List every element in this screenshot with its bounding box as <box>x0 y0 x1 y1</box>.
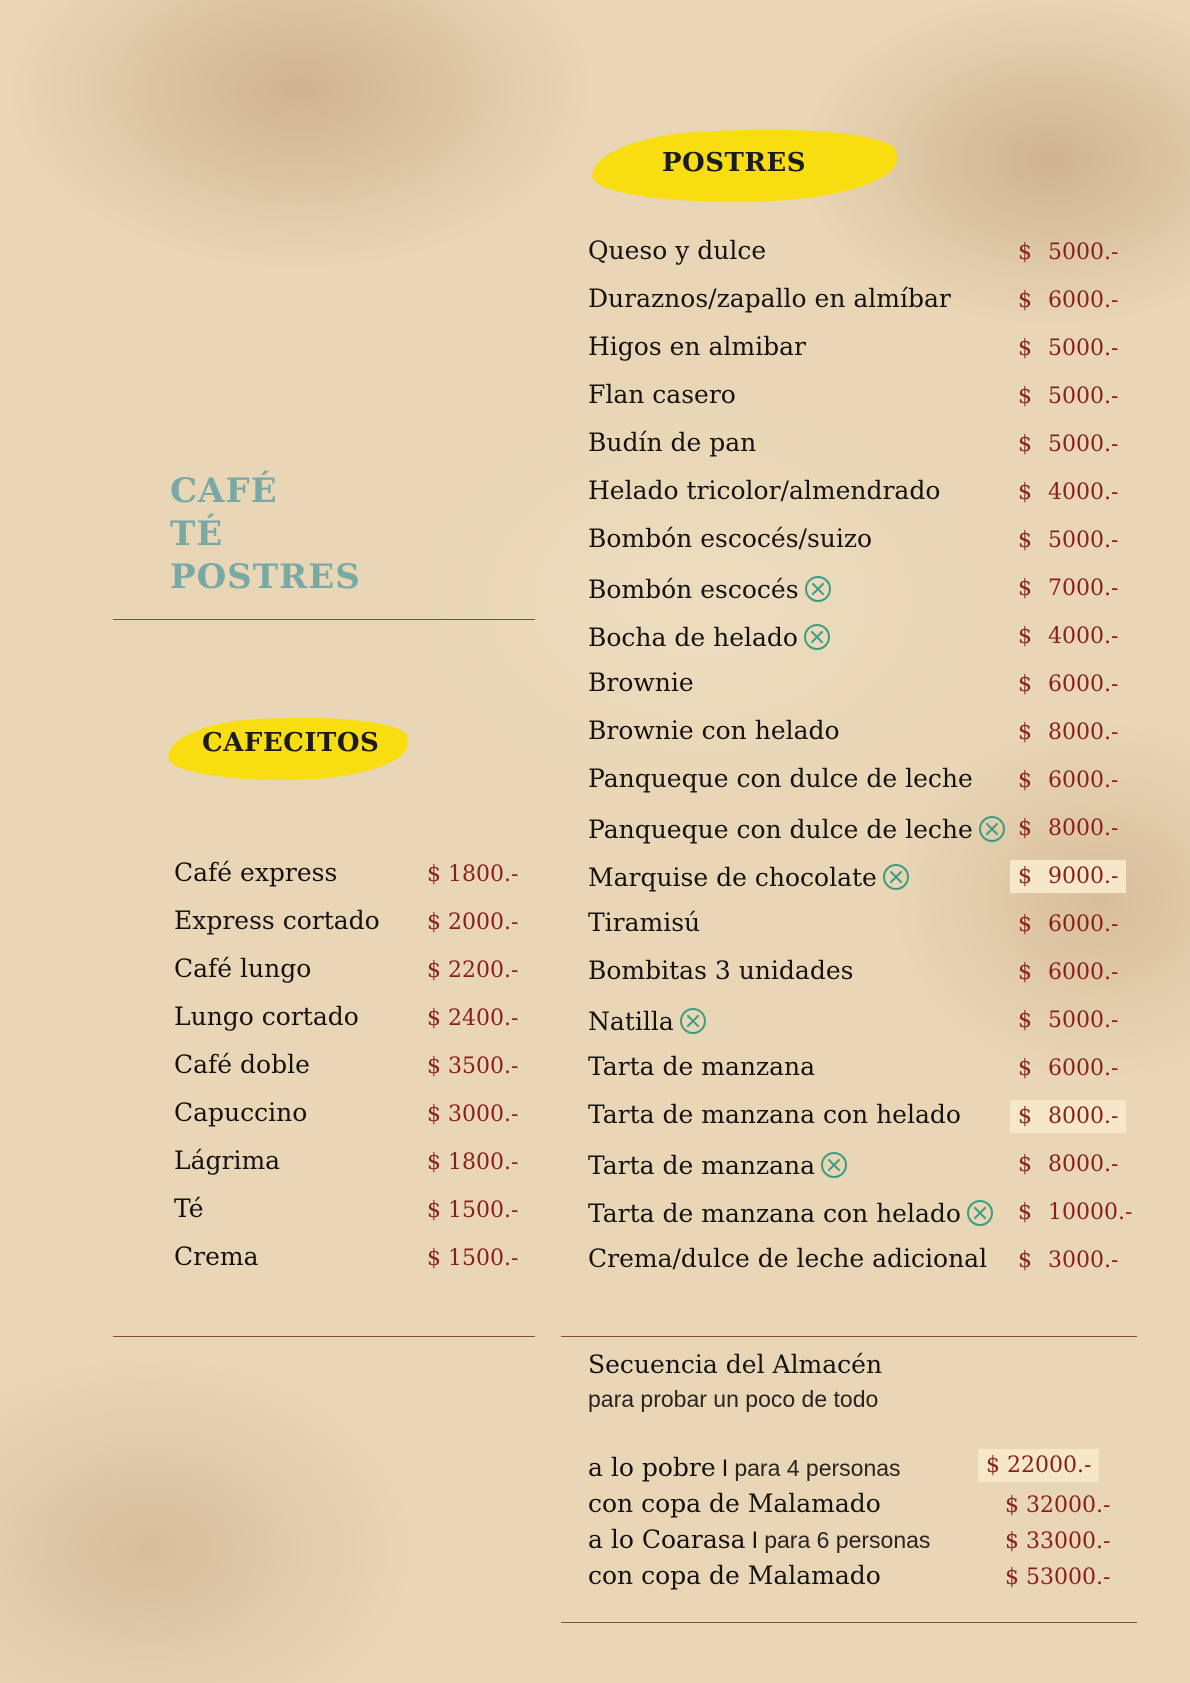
secuencia-title: Secuencia del Almacén <box>588 1350 883 1379</box>
menu-item-price <box>1018 960 1118 985</box>
menu-item <box>588 428 756 457</box>
currency-symbol: $ <box>1018 864 1032 889</box>
separator: I <box>751 1527 759 1554</box>
secuencia-line-price: $ 53000.- <box>1005 1565 1111 1590</box>
menu-item-price <box>1018 1056 1118 1081</box>
menu-item-name: Marquise de chocolate <box>588 863 877 892</box>
gluten-free-icon <box>804 624 830 650</box>
secuencia-line-note: para 4 personas <box>734 1455 901 1481</box>
menu-item-price <box>1018 384 1118 409</box>
price-amount: 8000.- <box>1048 816 1119 841</box>
menu-item-name: Tarta de manzana <box>588 1052 816 1081</box>
menu-item-name: Panqueque con dulce de leche <box>588 815 973 844</box>
menu-item-name: Té <box>174 1194 204 1223</box>
price-amount: 6000.- <box>1048 912 1119 937</box>
menu-item-price <box>1018 1008 1118 1033</box>
menu-item-name: Natilla <box>588 1007 674 1036</box>
menu-item-name: Queso y dulce <box>588 236 767 265</box>
secuencia-line-text: a lo Coarasa <box>588 1525 746 1554</box>
menu-item-price: $ 1500.- <box>427 1198 519 1223</box>
menu-item-name: Crema/dulce de leche adicional <box>588 1244 988 1273</box>
menu-item-name: Brownie <box>588 668 694 697</box>
menu-item-name: Tarta de manzana con helado <box>588 1100 961 1129</box>
menu-item <box>588 1244 987 1273</box>
separator: I <box>721 1455 729 1482</box>
menu-item-name: Brownie con helado <box>588 716 840 745</box>
menu-item-name: Bombitas 3 unidades <box>588 956 854 985</box>
divider-right-bottom <box>561 1622 1137 1623</box>
currency-symbol: $ <box>1018 1056 1032 1081</box>
menu-item-price <box>1018 720 1118 745</box>
menu-item-price <box>1018 624 1118 649</box>
menu-item-name: Flan casero <box>588 380 736 409</box>
menu-item <box>588 236 766 265</box>
menu-item-price <box>1010 860 1126 893</box>
menu-item-name: Tarta de manzana con helado <box>588 1199 961 1228</box>
menu-item-name: Bombón escocés <box>588 575 799 604</box>
currency-symbol: $ <box>1018 336 1032 361</box>
menu-item-name: Lágrima <box>174 1146 281 1175</box>
currency-symbol: $ <box>1018 240 1032 265</box>
price-amount: 4000.- <box>1048 480 1119 505</box>
menu-item <box>588 908 700 937</box>
menu-item <box>588 284 951 313</box>
currency-symbol: $ <box>1018 1200 1032 1225</box>
menu-item-price <box>1018 480 1118 505</box>
currency-symbol: $ <box>1018 288 1032 313</box>
price-amount: 7000.- <box>1048 576 1119 601</box>
currency-symbol: $ <box>1018 1152 1032 1177</box>
menu-item-price <box>1018 1152 1118 1177</box>
currency-symbol: $ <box>1018 384 1032 409</box>
menu-item-name: Duraznos/zapallo en almíbar <box>588 284 951 313</box>
menu-item-price <box>1018 288 1118 313</box>
currency-symbol: $ <box>1018 960 1032 985</box>
price-amount: 8000.- <box>1048 1152 1119 1177</box>
title-line-cafe: CAFÉ <box>170 471 278 511</box>
currency-symbol: $ <box>1018 720 1032 745</box>
price-amount: 6000.- <box>1048 960 1119 985</box>
menu-item-price: $ 2000.- <box>427 910 519 935</box>
secuencia-line-price: $ 22000.- <box>978 1449 1099 1482</box>
currency-symbol: $ <box>1018 576 1032 601</box>
menu-item-name: Tarta de manzana <box>588 1151 816 1180</box>
gluten-free-icon <box>680 1008 706 1034</box>
price-amount: 5000.- <box>1048 240 1119 265</box>
currency-symbol: $ <box>1018 1248 1032 1273</box>
currency-symbol: $ <box>1018 768 1032 793</box>
menu-item-name: Budín de pan <box>588 428 757 457</box>
price-amount: 6000.- <box>1048 1056 1119 1081</box>
currency-symbol: $ <box>1018 816 1032 841</box>
gluten-free-icon <box>883 864 909 890</box>
menu-item <box>588 668 694 697</box>
menu-item-name: Capuccino <box>174 1098 308 1127</box>
gluten-free-icon <box>979 816 1005 842</box>
menu-item <box>588 476 940 505</box>
menu-item-price <box>1018 240 1118 265</box>
menu-item-name: Café lungo <box>174 954 312 983</box>
price-amount: 5000.- <box>1048 384 1119 409</box>
menu-item-name: Café express <box>174 858 338 887</box>
menu-item-name: Bombón escocés/suizo <box>588 524 873 553</box>
price-amount: 8000.- <box>1048 1104 1119 1129</box>
menu-item-price <box>1018 672 1118 697</box>
menu-item-price <box>1018 816 1118 841</box>
menu-item-price <box>1018 432 1118 457</box>
currency-symbol: $ <box>1018 480 1032 505</box>
menu-item-price: $ 1800.- <box>427 1150 519 1175</box>
secuencia-subtitle: para probar un poco de todo <box>588 1386 879 1412</box>
price-amount: 9000.- <box>1048 864 1119 889</box>
currency-symbol: $ <box>1018 624 1032 649</box>
secuencia-line <box>588 1489 881 1518</box>
menu-item-price: $ 1500.- <box>427 1246 519 1271</box>
menu-item-price <box>1018 1248 1118 1273</box>
secuencia-line-note: para 6 personas <box>764 1527 931 1553</box>
menu-item <box>588 764 973 793</box>
menu-item-name: Lungo cortado <box>174 1002 359 1031</box>
title-line-postres: POSTRES <box>170 557 361 597</box>
section-title <box>170 470 361 599</box>
secuencia-line-price: $ 33000.- <box>1005 1529 1111 1554</box>
currency-symbol: $ <box>1018 1104 1032 1129</box>
menu-item-price: $ 3000.- <box>427 1102 519 1127</box>
secuencia-line <box>588 1561 881 1590</box>
price-amount: 3000.- <box>1048 1248 1119 1273</box>
menu-item-price <box>1018 336 1118 361</box>
gluten-free-icon <box>821 1152 847 1178</box>
menu-item-price <box>1018 528 1118 553</box>
menu-item <box>588 956 853 985</box>
menu-item <box>588 524 872 553</box>
price-amount: 6000.- <box>1048 768 1119 793</box>
currency-symbol: $ <box>1018 1008 1032 1033</box>
gluten-free-icon <box>805 576 831 602</box>
menu-item-name: Helado tricolor/almendrado <box>588 476 941 505</box>
menu-item-name: Café doble <box>174 1050 310 1079</box>
secuencia-line-text: con copa de Malamado <box>588 1489 881 1518</box>
menu-item-name: Express cortado <box>174 906 380 935</box>
menu-item-price <box>1018 768 1118 793</box>
price-amount: 5000.- <box>1048 432 1119 457</box>
menu-item-price: $ 1800.- <box>427 862 519 887</box>
cafecitos-heading: CAFECITOS <box>202 728 380 758</box>
price-amount: 8000.- <box>1048 720 1119 745</box>
menu-item-price <box>1018 912 1118 937</box>
secuencia-line <box>588 1453 901 1483</box>
secuencia-line-text: con copa de Malamado <box>588 1561 881 1590</box>
divider-left-top <box>113 619 535 620</box>
menu-item <box>588 860 909 892</box>
menu-item <box>588 620 830 652</box>
menu-item-price <box>1018 576 1118 601</box>
menu-item-price: $ 2400.- <box>427 1006 519 1031</box>
divider-right-top <box>561 1336 1137 1337</box>
gluten-free-icon <box>967 1200 993 1226</box>
menu-item <box>588 332 806 361</box>
price-amount: 6000.- <box>1048 672 1119 697</box>
menu-item-name: Tiramisú <box>588 908 701 937</box>
menu-item <box>588 716 840 745</box>
secuencia-line-price: $ 32000.- <box>1005 1493 1111 1518</box>
menu-item <box>588 380 736 409</box>
title-line-te: TÉ <box>170 514 224 554</box>
currency-symbol: $ <box>1018 912 1032 937</box>
currency-symbol: $ <box>1018 528 1032 553</box>
menu-item <box>588 1100 961 1129</box>
divider-left-bottom <box>113 1336 535 1337</box>
menu-item <box>588 1004 706 1036</box>
price-amount: 6000.- <box>1048 288 1119 313</box>
secuencia-line-text: a lo pobre <box>588 1453 716 1482</box>
menu-item-name: Bocha de helado <box>588 623 798 652</box>
menu-item-name: Crema <box>174 1242 259 1271</box>
price-amount: 4000.- <box>1048 624 1119 649</box>
menu-item <box>588 1052 815 1081</box>
price-amount: 5000.- <box>1048 528 1119 553</box>
menu-item <box>588 1148 847 1180</box>
menu-item-name: Panqueque con dulce de leche <box>588 764 973 793</box>
menu-item-name: Higos en almibar <box>588 332 806 361</box>
menu-item-price <box>1010 1100 1126 1133</box>
menu-item <box>588 572 831 604</box>
price-amount: 5000.- <box>1048 1008 1119 1033</box>
currency-symbol: $ <box>1018 432 1032 457</box>
currency-symbol: $ <box>1018 672 1032 697</box>
menu-item-price: $ 2200.- <box>427 958 519 983</box>
price-amount: 5000.- <box>1048 336 1119 361</box>
menu-item <box>588 812 1005 844</box>
secuencia-line <box>588 1525 930 1555</box>
menu-item <box>588 1196 993 1228</box>
menu-item-price <box>1018 1200 1132 1225</box>
price-amount: 10000.- <box>1048 1200 1133 1225</box>
menu-item-price: $ 3500.- <box>427 1054 519 1079</box>
postres-heading: POSTRES <box>662 148 807 178</box>
